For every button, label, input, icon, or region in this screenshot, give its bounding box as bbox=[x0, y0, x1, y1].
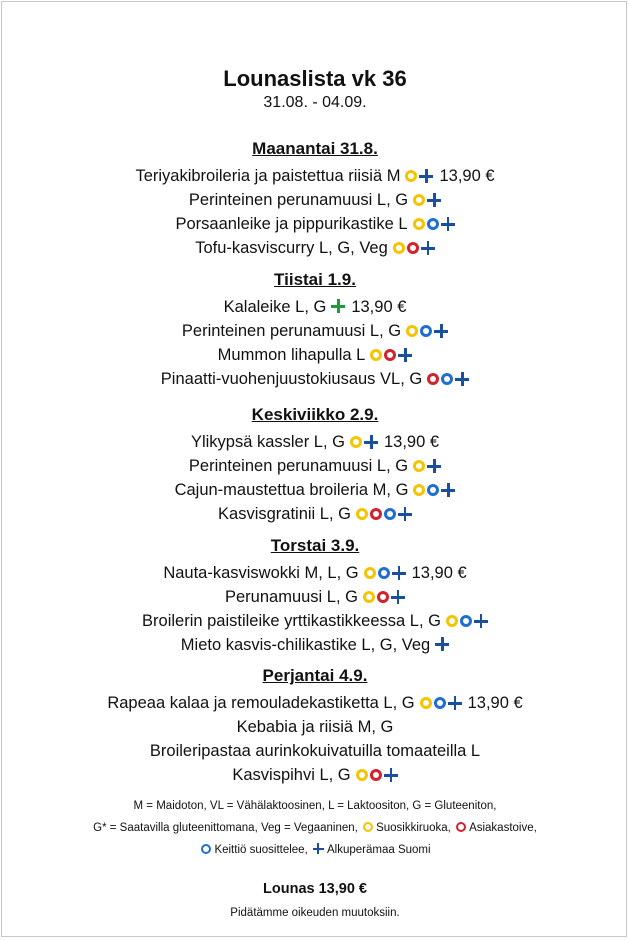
menu-item-name: Broileripastaa aurinkokuivatuilla tomaateilla L bbox=[149, 742, 481, 760]
suosikki-icon bbox=[364, 567, 376, 579]
menu-page bbox=[1, 1, 627, 937]
menu-title: Lounaslista vk 36 bbox=[223, 66, 407, 91]
suomi-cross-icon bbox=[398, 507, 412, 521]
legend-prefix: G* = Saatavilla gluteenittomana, Veg = Vegaaninen, bbox=[93, 822, 358, 834]
legend-line-2 bbox=[2, 822, 628, 834]
menu-item bbox=[2, 298, 628, 317]
menu-item-name: Mieto kasvis-chilikastike L, G, Veg bbox=[180, 636, 431, 654]
menu-item-price: 13,90 € bbox=[351, 298, 407, 316]
day-heading: Keskiviikko 2.9. bbox=[251, 405, 379, 424]
menu-item-name: Tofu-kasviscurry L, G, Veg bbox=[195, 239, 388, 257]
menu-item-name: Teriyakibroileria ja paistettua riisiä M bbox=[135, 167, 401, 185]
suomi-cross-icon bbox=[455, 372, 469, 386]
menu-item-name: Mummon lihapulla L bbox=[217, 346, 366, 364]
asiakastoive-icon bbox=[377, 591, 389, 603]
menu-item bbox=[2, 239, 628, 258]
menu-item-icons bbox=[413, 459, 441, 473]
menu-item bbox=[2, 766, 628, 785]
suomi-cross-icon bbox=[364, 435, 378, 449]
menu-item-icons bbox=[413, 193, 441, 207]
suosikki-icon bbox=[420, 697, 432, 709]
legend-line-1: M = Maidoton, VL = Vähälaktoosinen, L = Laktoositon, G = Gluteeniton, bbox=[133, 800, 497, 812]
menu-item-name: Perinteinen perunamuusi L, G bbox=[188, 457, 409, 475]
menu-item-icons bbox=[350, 435, 378, 449]
suomi-cross-icon bbox=[313, 843, 324, 854]
suomi-cross-icon bbox=[434, 324, 448, 338]
menu-item-icons bbox=[413, 483, 455, 497]
legend-asiakastoive: Asiakastoive, bbox=[469, 822, 537, 834]
menu-item-price: 13,90 € bbox=[411, 564, 467, 582]
keittio-icon bbox=[201, 844, 211, 854]
menu-item-price: 13,90 € bbox=[384, 433, 440, 451]
keittio-icon bbox=[378, 567, 390, 579]
menu-item-name: Nauta-kasviswokki M, L, G bbox=[163, 564, 359, 582]
suomi-cross-icon bbox=[474, 614, 488, 628]
keittio-icon bbox=[420, 325, 432, 337]
menu-item-icons bbox=[427, 372, 469, 386]
asiakastoive-icon bbox=[384, 349, 396, 361]
suosikki-icon bbox=[350, 436, 362, 448]
menu-item-icons bbox=[364, 566, 406, 580]
menu-item-icons bbox=[406, 324, 448, 338]
menu-dates: 31.08. - 04.09. bbox=[263, 94, 367, 111]
menu-item bbox=[2, 370, 628, 389]
menu-item-icons bbox=[435, 637, 449, 651]
suosikki-icon bbox=[413, 484, 425, 496]
menu-item bbox=[2, 457, 628, 476]
keittio-icon bbox=[441, 373, 453, 385]
suosikki-icon bbox=[413, 218, 425, 230]
suomi-cross-icon bbox=[391, 590, 405, 604]
day-heading: Perjantai 4.9. bbox=[262, 666, 368, 685]
menu-item-price: 13,90 € bbox=[439, 167, 495, 185]
legend-suosikki: Suosikkiruoka, bbox=[376, 822, 451, 834]
menu-item-name: Ylikypsä kassler L, G bbox=[190, 433, 345, 451]
day-heading: Tiistai 1.9. bbox=[274, 270, 356, 289]
suomi-cross-icon bbox=[419, 169, 433, 183]
suomi-cross-icon bbox=[398, 348, 412, 362]
menu-item-icons bbox=[356, 507, 412, 521]
footer-note: Pidätämme oikeuden muutoksiin. bbox=[230, 907, 400, 919]
legend-suomi: Alkuperämaa Suomi bbox=[326, 844, 431, 856]
keittio-icon bbox=[384, 508, 396, 520]
day-heading: Maanantai 31.8. bbox=[252, 139, 378, 158]
suosikki-icon bbox=[413, 460, 425, 472]
keittio-icon bbox=[427, 484, 439, 496]
suosikki-icon bbox=[356, 508, 368, 520]
menu-item-name: Porsaanleike ja pippurikastike L bbox=[175, 215, 408, 233]
suomi-cross-icon bbox=[421, 241, 435, 255]
asiakastoive-icon bbox=[427, 373, 439, 385]
legend-keittio: Keittiö suosittelee, bbox=[214, 844, 308, 856]
menu-item-name: Rapeaa kalaa ja remouladekastiketta L, G bbox=[107, 694, 415, 712]
keittio-icon bbox=[427, 218, 439, 230]
menu-item bbox=[2, 636, 628, 655]
suosikki-icon bbox=[406, 325, 418, 337]
suosikki-icon bbox=[363, 591, 375, 603]
menu-item-price: 13,90 € bbox=[467, 694, 523, 712]
menu-item bbox=[2, 346, 628, 365]
suomi-cross-icon bbox=[384, 768, 398, 782]
menu-item bbox=[2, 215, 628, 234]
menu-item-name: Kasvispihvi L, G bbox=[232, 766, 351, 784]
menu-item-name: Broilerin paistileike yrttikastikkeessa L, G bbox=[142, 612, 441, 630]
menu-item-name: Perinteinen perunamuusi L, G bbox=[188, 191, 409, 209]
suomi-cross-icon bbox=[448, 696, 462, 710]
suosikki-icon bbox=[446, 615, 458, 627]
menu-item-name: Perunamuusi L, G bbox=[225, 588, 358, 606]
menu-item-icons bbox=[370, 348, 412, 362]
menu-item-icons bbox=[413, 217, 455, 231]
menu-item bbox=[2, 588, 628, 607]
menu-item bbox=[2, 612, 628, 631]
menu-item bbox=[2, 742, 628, 761]
suosikki-icon bbox=[393, 242, 405, 254]
menu-item-name: Kalaleike L, G bbox=[223, 298, 327, 316]
legend-line-3 bbox=[2, 843, 628, 856]
menu-item-name: Pinaatti-vuohenjuustokiusaus VL, G bbox=[160, 370, 423, 388]
menu-item-name: Kebabia ja riisiä M, G bbox=[236, 718, 394, 736]
menu-item-icons bbox=[331, 299, 345, 313]
asiakastoive-icon bbox=[370, 769, 382, 781]
menu-item bbox=[2, 481, 628, 500]
day-heading: Torstai 3.9. bbox=[270, 536, 360, 555]
asiakastoive-icon bbox=[456, 822, 466, 832]
menu-item-name: Perinteinen perunamuusi L, G bbox=[181, 322, 402, 340]
menu-item bbox=[2, 564, 628, 583]
menu-item bbox=[2, 322, 628, 341]
menu-item bbox=[2, 718, 628, 737]
menu-item bbox=[2, 694, 628, 713]
menu-item-icons bbox=[446, 614, 488, 628]
suosikki-icon bbox=[405, 170, 417, 182]
menu-item-icons bbox=[420, 696, 462, 710]
suomi-cross-icon bbox=[427, 459, 441, 473]
menu-item-icons bbox=[356, 768, 398, 782]
asiakastoive-icon bbox=[407, 242, 419, 254]
suosikki-icon bbox=[356, 769, 368, 781]
menu-item bbox=[2, 191, 628, 210]
suomi-cross-icon bbox=[427, 193, 441, 207]
menu-item-name: Cajun-maustettua broileria M, G bbox=[174, 481, 409, 499]
asiakastoive-icon bbox=[370, 508, 382, 520]
suomi-cross-icon bbox=[441, 483, 455, 497]
menu-item-name: Kasvisgratinii L, G bbox=[218, 505, 351, 523]
menu-item-icons bbox=[393, 241, 435, 255]
suomi-cross-green-icon bbox=[331, 299, 345, 313]
suomi-cross-icon bbox=[392, 566, 406, 580]
suosikki-icon bbox=[363, 822, 373, 832]
keittio-icon bbox=[434, 697, 446, 709]
suomi-cross-icon bbox=[441, 217, 455, 231]
menu-item-icons bbox=[363, 590, 405, 604]
menu-item bbox=[2, 433, 628, 452]
suosikki-icon bbox=[413, 194, 425, 206]
suomi-cross-icon bbox=[435, 637, 449, 651]
menu-item bbox=[2, 167, 628, 186]
menu-item-icons bbox=[405, 169, 433, 183]
menu-item bbox=[2, 505, 628, 524]
keittio-icon bbox=[460, 615, 472, 627]
lunch-price: Lounas 13,90 € bbox=[263, 881, 367, 897]
suosikki-icon bbox=[370, 349, 382, 361]
